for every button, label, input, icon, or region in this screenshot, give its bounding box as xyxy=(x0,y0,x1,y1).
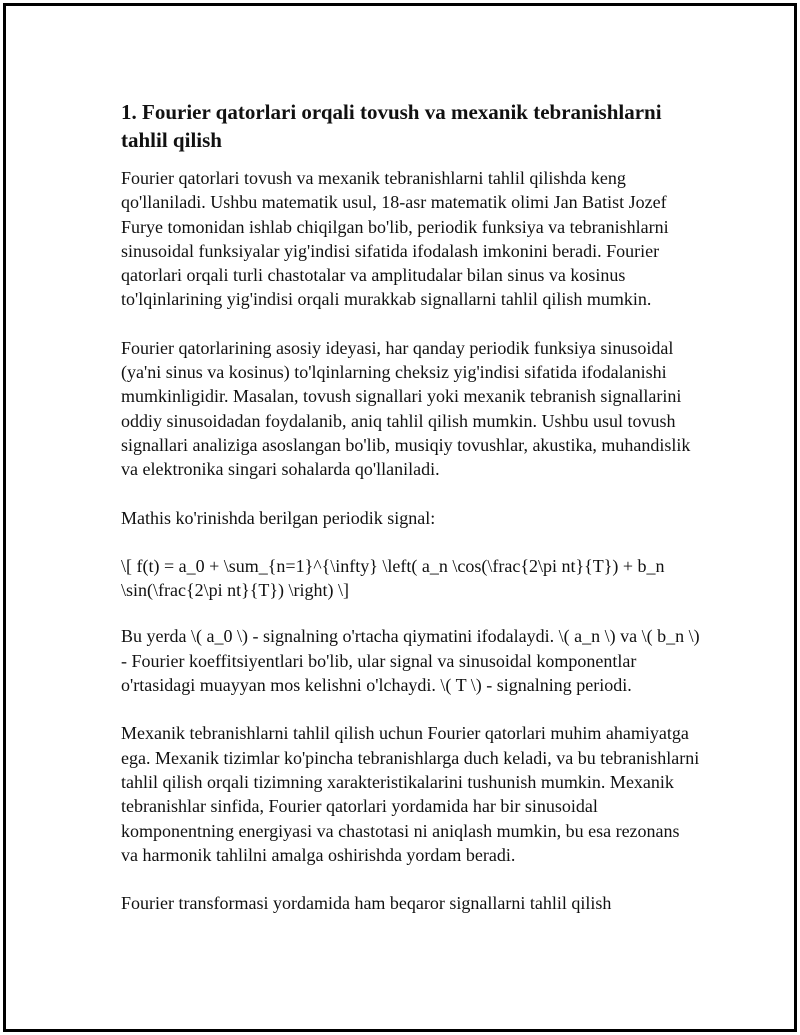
paragraph-coefficients: Bu yerda \( a_0 \) - signalning o'rtacha qiymatini ifodalaydi. \( a_n \) va \( b_n \) - Fourier koeffitsiyentlari bo'lib, ular signal va sinusoidal komponentlar o'rtasidagi muayyan mos kelishni o'lchaydi. \( T \) - signalning periodi. xyxy=(121,626,700,696)
formula-fourier-series: \[ f(t) = a_0 + \sum_{n=1}^{\infty} \left( a_n \cos(\frac{2\pi nt}{T}) + b_n \sin(\frac{2\pi nt}{T}) \right) \] xyxy=(121,555,665,601)
section-heading: 1. Fourier qatorlari orqali tovush va mexanik tebranishlarni tahlil qilish xyxy=(121,100,662,152)
paragraph-mechanical: Mexanik tebranishlarni tahlil qilish uchun Fourier qatorlari muhim ahamiyatga ega. Mexanik tizimlar ko'pincha tebranishlarga duch keladi, va bu tebranishlarni tahlil qilish orqali tizimning xarakteristikalarini tushunish mumkin. Mexanik tebranishlar sinfida, Fourier qatorlari yordamida har bir sinusoidal komponentning energiyasi va chastotasi ni aniqlash mumkin, bu esa rezonans va harmonik tahlilni amalga oshirishda yordam beradi. xyxy=(121,723,700,865)
paragraph-transform: Fourier transformasi yordamida ham beqaror signallarni tahlil qilish xyxy=(121,893,612,914)
page-frame xyxy=(3,3,797,1032)
document-body xyxy=(121,98,701,939)
paragraph-main-idea: Fourier qatorlarining asosiy ideyasi, har qanday periodik funksiya sinusoidal (ya'ni sinus va kosinus) to'lqinlarning cheksiz yig'indisi sifatida ifodalanishi mumkinligidir. Masalan, tovush signallari yoki mexanik tebranish signallarini oddiy sinusoidadan foydalanib, aniq tahlil qilish mumkin. Ushbu usul tovush signallari analiziga asoslangan bo'lib, musiqiy tovushlar, akustika, muhandislik va elektronika singari sohalarda qo'llaniladi. xyxy=(121,337,691,480)
paragraph-signal-intro: Mathis ko'rinishda berilgan periodik signal: xyxy=(121,507,436,528)
paragraph-intro: Fourier qatorlari tovush va mexanik tebranishlarni tahlil qilishda keng qo'llaniladi. Ushbu matematik usul, 18-asr matematik olimi Jan Batist Jozef Furye tomonidan ishlab chiqilgan bo'lib, periodik funksiya va tebranishlarni sinusoidal funksiyalar yig'indisi sifatida ifodalash imkonini beradi. Fourier qatorlari orqali turli chastotalar va amplitudalar bilan sinus va kosinus to'lqinlarining yig'indisi orqali murakkab signallarni tahlil qilish mumkin. xyxy=(121,168,669,310)
